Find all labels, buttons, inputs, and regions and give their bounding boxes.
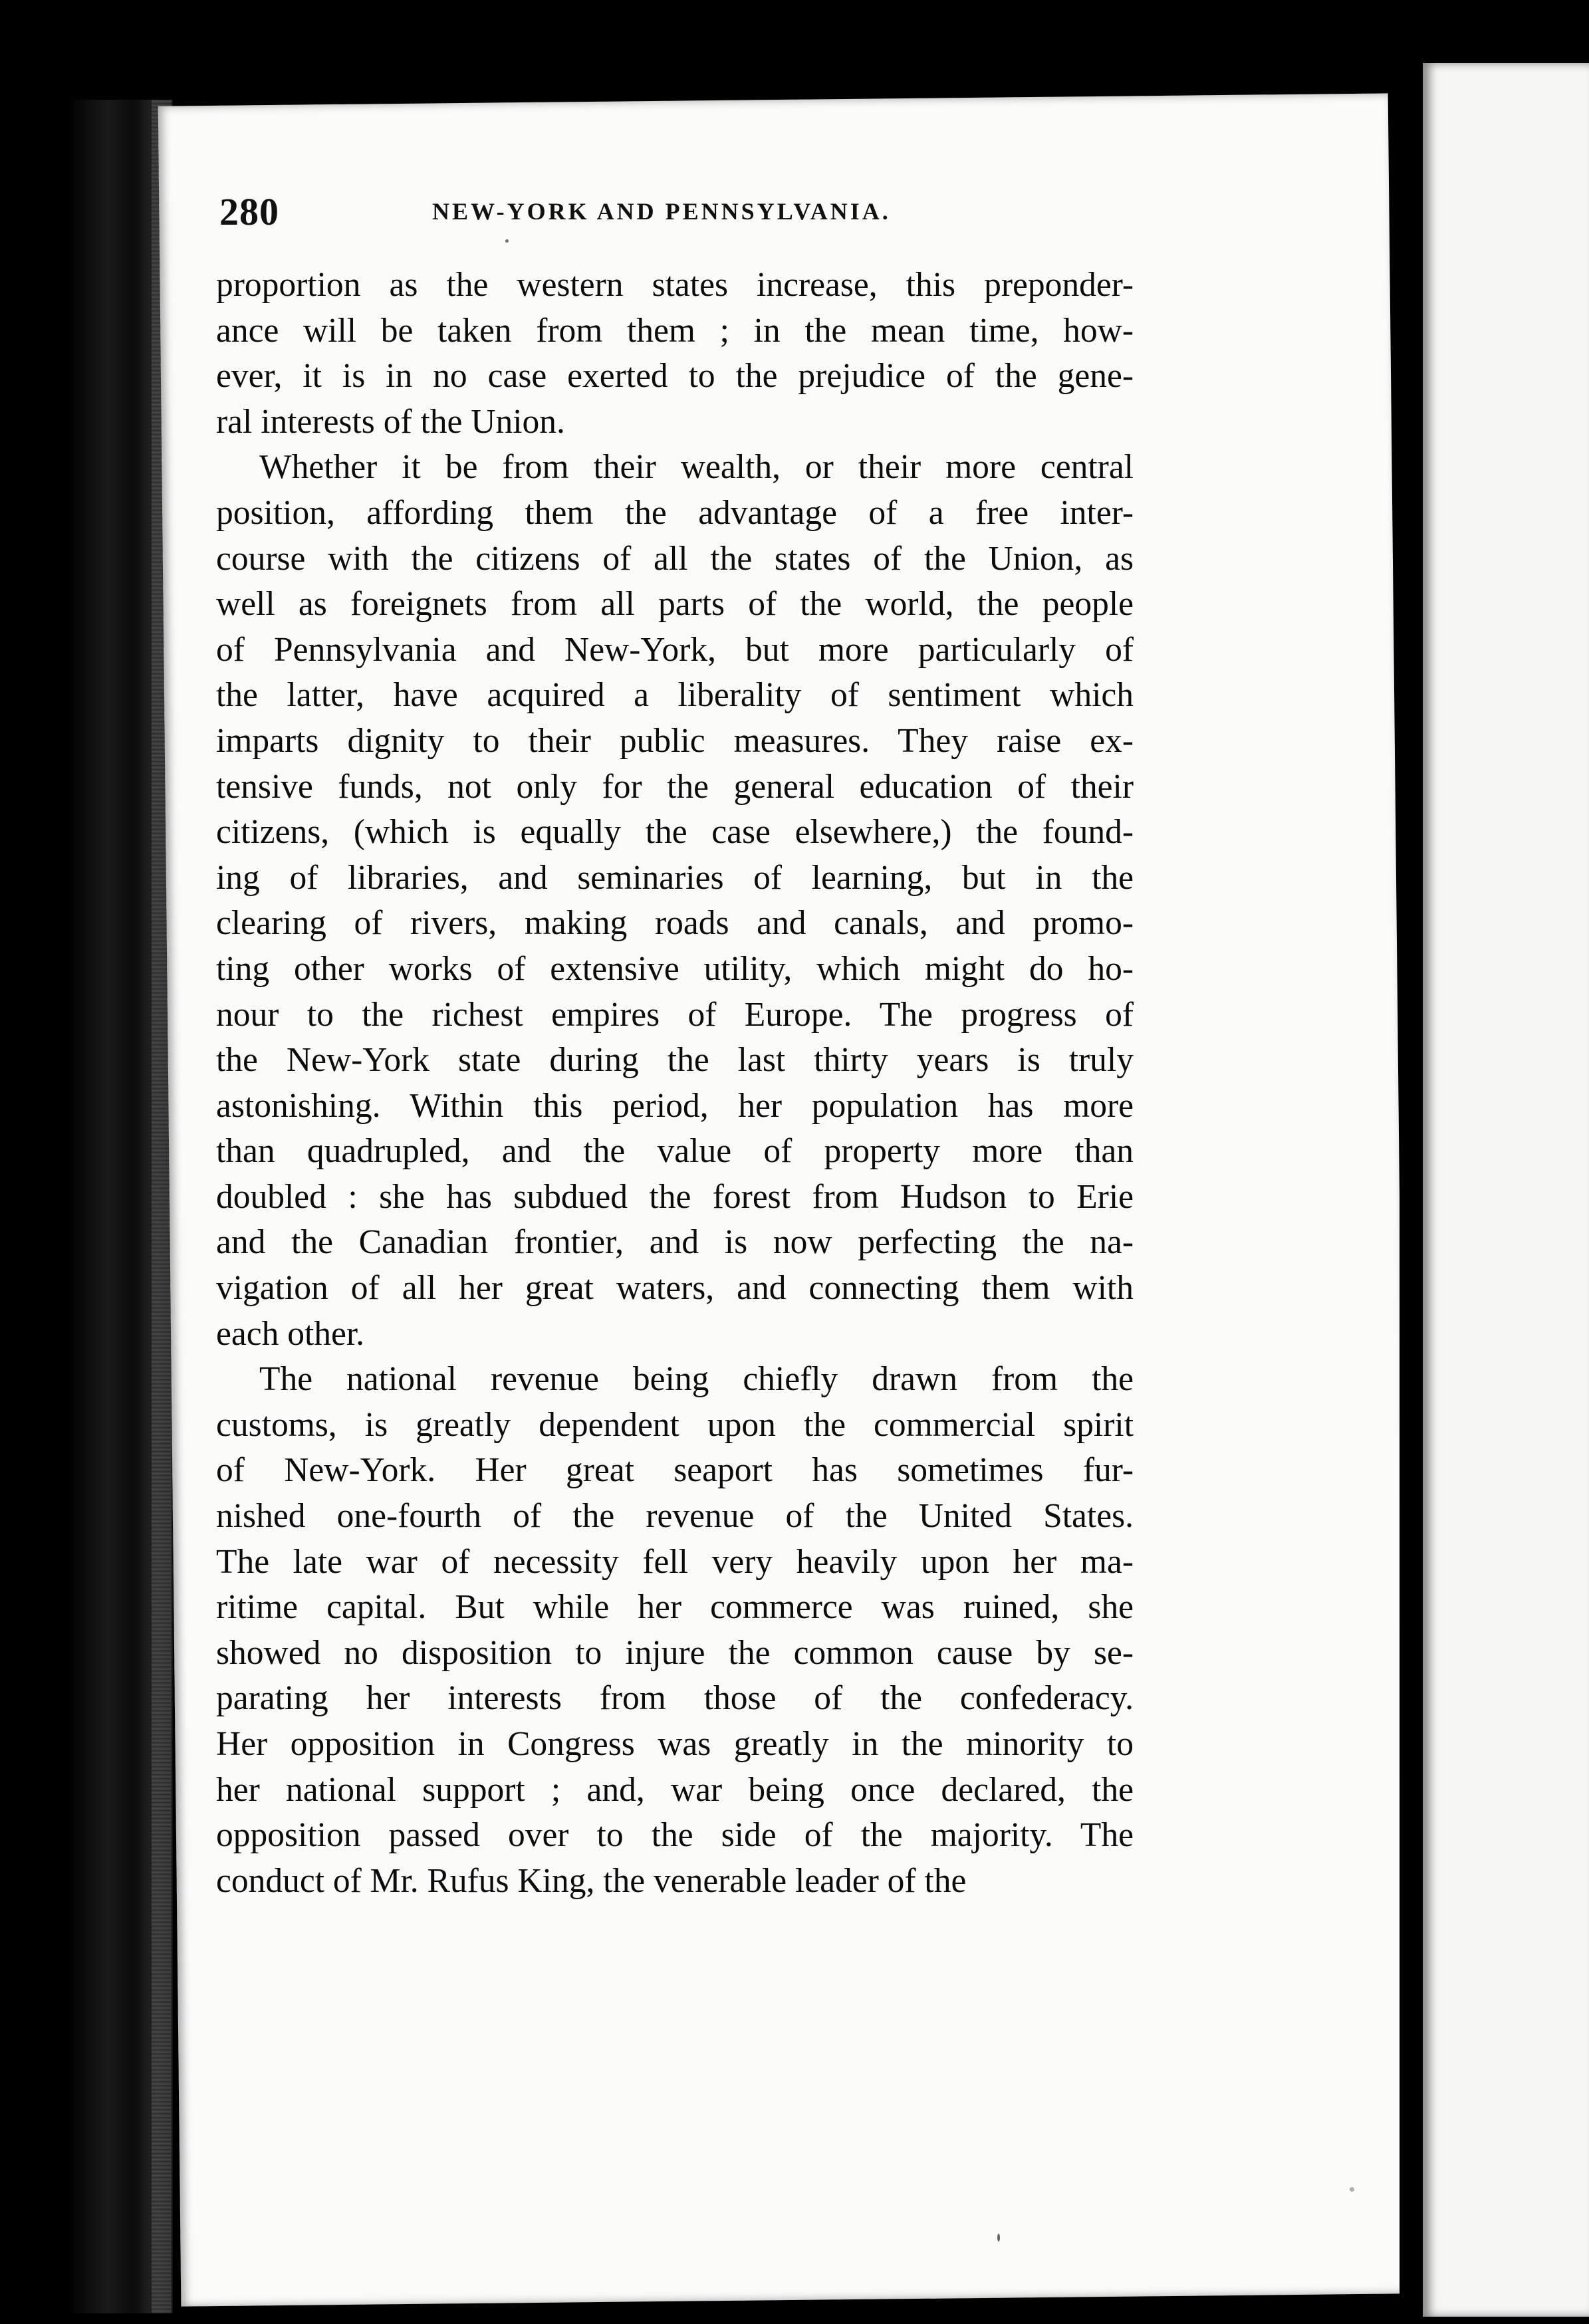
text-line: doubled : she has subdued the forest from Hudson to Erie bbox=[216, 1177, 1134, 1216]
text-line: astonishing. Within this period, her population has more bbox=[216, 1086, 1134, 1125]
paragraph bbox=[216, 1357, 1134, 1904]
text-line: parating her interests from those of the confederacy. bbox=[216, 1679, 1134, 1718]
text-line: customs, is greatly dependent upon the commercial spirit bbox=[216, 1405, 1134, 1444]
text-line: imparts dignity to their public measures. They raise ex- bbox=[216, 721, 1134, 760]
text-line: vigation of all her great waters, and connecting them with bbox=[216, 1269, 1134, 1308]
scan-speck bbox=[1350, 2187, 1354, 2192]
text-line: than quadrupled, and the value of property more than bbox=[216, 1132, 1134, 1171]
text-line: opposition passed over to the side of the majority. The bbox=[216, 1816, 1134, 1855]
text-line: ral interests of the Union. bbox=[216, 402, 565, 441]
text-line: tensive funds, not only for the general education of their bbox=[216, 767, 1134, 806]
text-line: clearing of rivers, making roads and canals, and promo- bbox=[216, 904, 1134, 943]
scan-speck bbox=[997, 2234, 1000, 2242]
paragraph bbox=[216, 445, 1134, 1357]
text-line: ritime capital. But while her commerce was ruined, she bbox=[216, 1588, 1134, 1627]
paragraph bbox=[216, 263, 1134, 445]
page-number: 280 bbox=[219, 190, 279, 233]
text-line: the latter, have acquired a liberality of sentiment which bbox=[216, 676, 1134, 715]
text-line: nished one-fourth of the revenue of the United States. bbox=[216, 1497, 1134, 1536]
text-line: and the Canadian frontier, and is now perfecting the na- bbox=[216, 1223, 1134, 1262]
text-line: each other. bbox=[216, 1314, 365, 1353]
text-line: well as foreignets from all parts of the world, the people bbox=[216, 585, 1134, 624]
text-line: the New-York state during the last thirty years is truly bbox=[216, 1041, 1134, 1080]
text-line: ever, it is in no case exerted to the prejudice of the gene- bbox=[216, 357, 1134, 396]
text-line: of New-York. Her great seaport has sometimes fur- bbox=[216, 1451, 1134, 1490]
text-line: Her opposition in Congress was greatly in the minority to bbox=[216, 1725, 1134, 1763]
text-line: ance will be taken from them ; in the mean time, how- bbox=[216, 311, 1134, 350]
running-title: NEW-YORK AND PENNSYLVANIA. bbox=[432, 198, 891, 225]
text-line: The national revenue being chiefly drawn from the bbox=[259, 1360, 1134, 1399]
text-line: ing of libraries, and seminaries of learning, but in the bbox=[216, 858, 1134, 897]
body-text bbox=[216, 263, 1134, 1904]
text-line: of Pennsylvania and New-York, but more particularly of bbox=[216, 630, 1134, 669]
running-head bbox=[219, 183, 1183, 263]
gutter-shadow bbox=[1400, 86, 1426, 2320]
text-line: citizens, (which is equally the case elsewhere,) the found- bbox=[216, 813, 1134, 852]
text-line: nour to the richest empires of Europe. The progress of bbox=[216, 995, 1134, 1034]
text-line: The late war of necessity fell very heavily upon her ma- bbox=[216, 1542, 1134, 1581]
text-line: ting other works of extensive utility, which might do ho- bbox=[216, 949, 1134, 988]
facing-page-edge bbox=[1423, 63, 1589, 2317]
text-line: Whether it be from their wealth, or their more central bbox=[259, 448, 1134, 487]
text-line: showed no disposition to injure the common cause by se- bbox=[216, 1633, 1134, 1672]
text-line: proportion as the western states increase, this preponder- bbox=[216, 266, 1134, 304]
text-line: position, affording them the advantage of a free inter- bbox=[216, 493, 1134, 532]
text-line: her national support ; and, war being once declared, the bbox=[216, 1770, 1134, 1809]
text-line: course with the citizens of all the states of the Union, as bbox=[216, 539, 1134, 578]
text-line: conduct of Mr. Rufus King, the venerable leader of the bbox=[216, 1861, 967, 1900]
scan-speck bbox=[226, 47, 231, 52]
